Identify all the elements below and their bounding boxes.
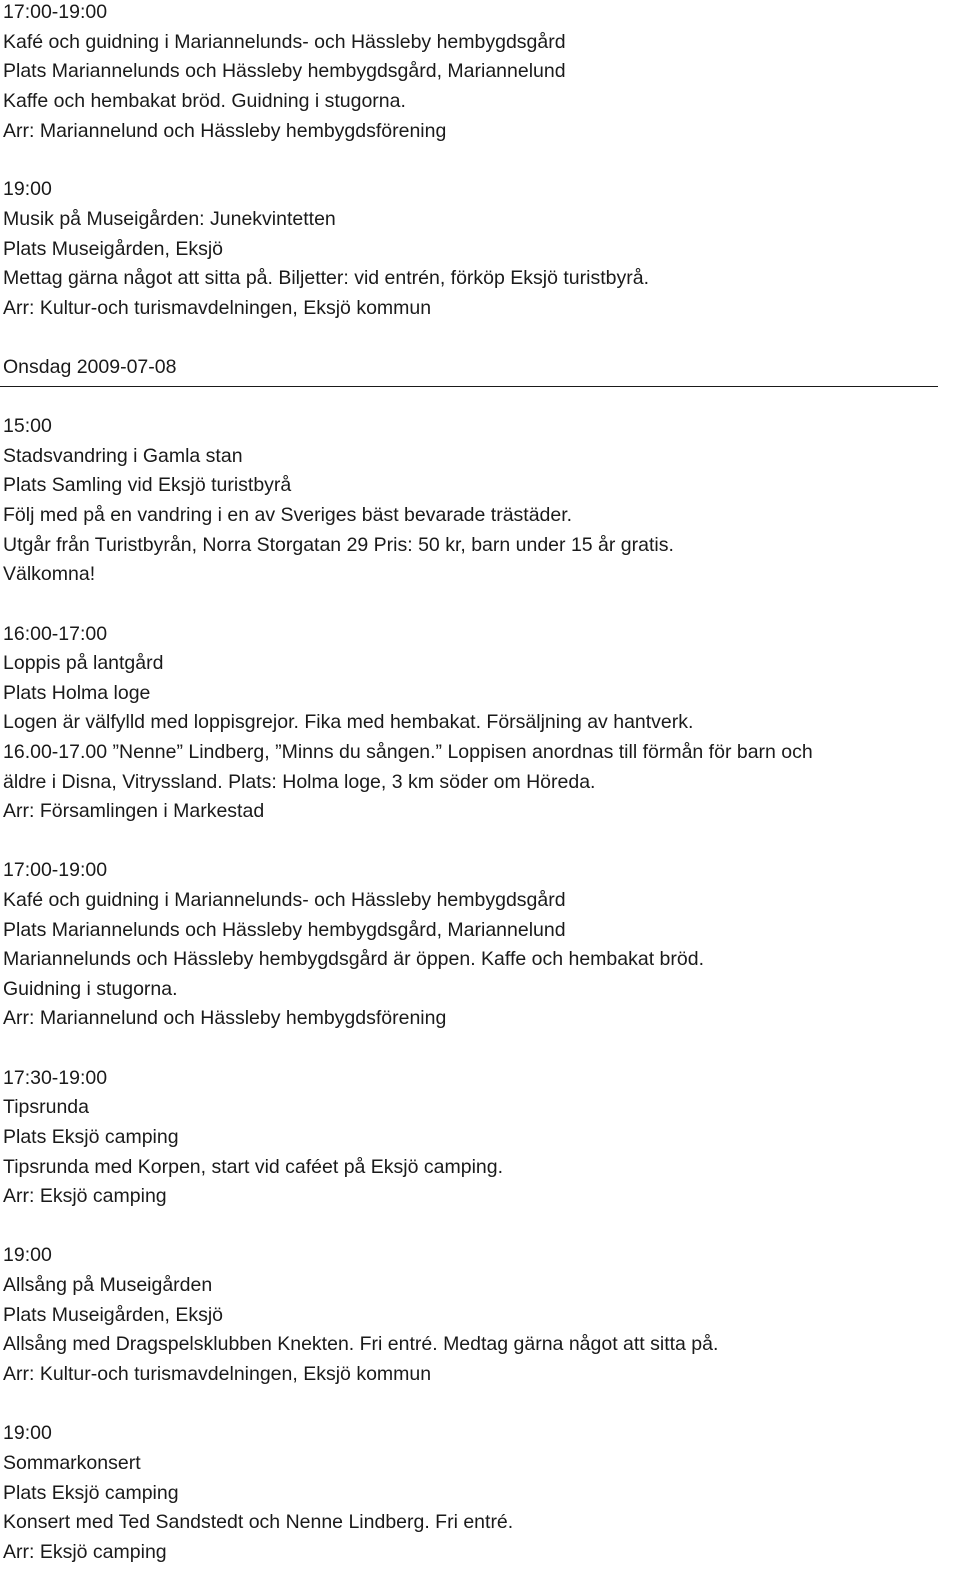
event-time: 16:00-17:00 (3, 623, 108, 645)
event-location: Plats Eksjö camping (3, 1126, 179, 1148)
event-location: Plats Museigården, Eksjö (3, 1304, 224, 1326)
event-title: Kafé och guidning i Mariannelunds- och Hässleby hembygdsgård (3, 889, 566, 911)
event-title: Allsång på Museigården (3, 1274, 213, 1296)
event-time: 15:00 (3, 415, 52, 437)
event-description: 16.00-17.00 ”Nenne” Lindberg, ”Minns du sången.” Loppisen anordnas till förmån för barn och (3, 741, 813, 763)
event-title: Loppis på lantgård (3, 652, 164, 674)
event-time: 17:00-19:00 (3, 859, 108, 881)
event-description: Välkomna! (3, 563, 96, 585)
event-organizer: Arr: Eksjö camping (3, 1541, 167, 1563)
event-location: Plats Holma loge (3, 682, 151, 704)
event-time: 17:00-19:00 (3, 1, 108, 23)
event-title: Tipsrunda (3, 1096, 89, 1118)
event-description: äldre i Disna, Vitryssland. Plats: Holma loge, 3 km söder om Höreda. (3, 771, 596, 793)
event-description: Mariannelunds och Hässleby hembygdsgård är öppen. Kaffe och hembakat bröd. (3, 948, 704, 970)
date-heading-rule (0, 386, 938, 387)
event-description: Konsert med Ted Sandstedt och Nenne Lindberg. Fri entré. (3, 1511, 514, 1533)
event-description: Tipsrunda med Korpen, start vid caféet på Eksjö camping. (3, 1156, 504, 1178)
event-description: Kaffe och hembakat bröd. Guidning i stugorna. (3, 90, 406, 112)
event-organizer: Arr: Kultur-och turismavdelningen, Eksjö kommun (3, 1363, 432, 1385)
event-organizer: Arr: Eksjö camping (3, 1185, 167, 1207)
event-description: Logen är välfylld med loppisgrejor. Fika med hembakat. Försäljning av hantverk. (3, 711, 694, 733)
event-location: Plats Museigården, Eksjö (3, 238, 224, 260)
event-location: Plats Mariannelunds och Hässleby hembygdsgård, Mariannelund (3, 919, 566, 941)
event-organizer: Arr: Mariannelund och Hässleby hembygdsförening (3, 1007, 447, 1029)
event-title: Sommarkonsert (3, 1452, 141, 1474)
date-heading: Onsdag 2009-07-08 (3, 356, 177, 378)
event-time: 19:00 (3, 1422, 52, 1444)
event-time: 17:30-19:00 (3, 1067, 108, 1089)
event-title: Stadsvandring i Gamla stan (3, 445, 243, 467)
event-title: Musik på Museigården: Junekvintetten (3, 208, 336, 230)
event-time: 19:00 (3, 1244, 52, 1266)
event-time: 19:00 (3, 178, 52, 200)
event-location: Plats Eksjö camping (3, 1482, 179, 1504)
event-description: Mettag gärna något att sitta på. Biljetter: vid entrén, förköp Eksjö turistbyrå. (3, 267, 649, 289)
event-description: Guidning i stugorna. (3, 978, 178, 1000)
event-location: Plats Mariannelunds och Hässleby hembygdsgård, Mariannelund (3, 60, 566, 82)
event-description: Följ med på en vandring i en av Sveriges bäst bevarade trästäder. (3, 504, 573, 526)
event-organizer: Arr: Kultur-och turismavdelningen, Eksjö kommun (3, 297, 432, 319)
event-title: Kafé och guidning i Mariannelunds- och Hässleby hembygdsgård (3, 31, 566, 53)
event-organizer: Arr: Församlingen i Markestad (3, 800, 265, 822)
event-description: Utgår från Turistbyrån, Norra Storgatan 29 Pris: 50 kr, barn under 15 år gratis. (3, 534, 674, 556)
event-organizer: Arr: Mariannelund och Hässleby hembygdsförening (3, 120, 447, 142)
event-location: Plats Samling vid Eksjö turistbyrå (3, 474, 292, 496)
event-description: Allsång med Dragspelsklubben Knekten. Fri entré. Medtag gärna något att sitta på. (3, 1333, 719, 1355)
